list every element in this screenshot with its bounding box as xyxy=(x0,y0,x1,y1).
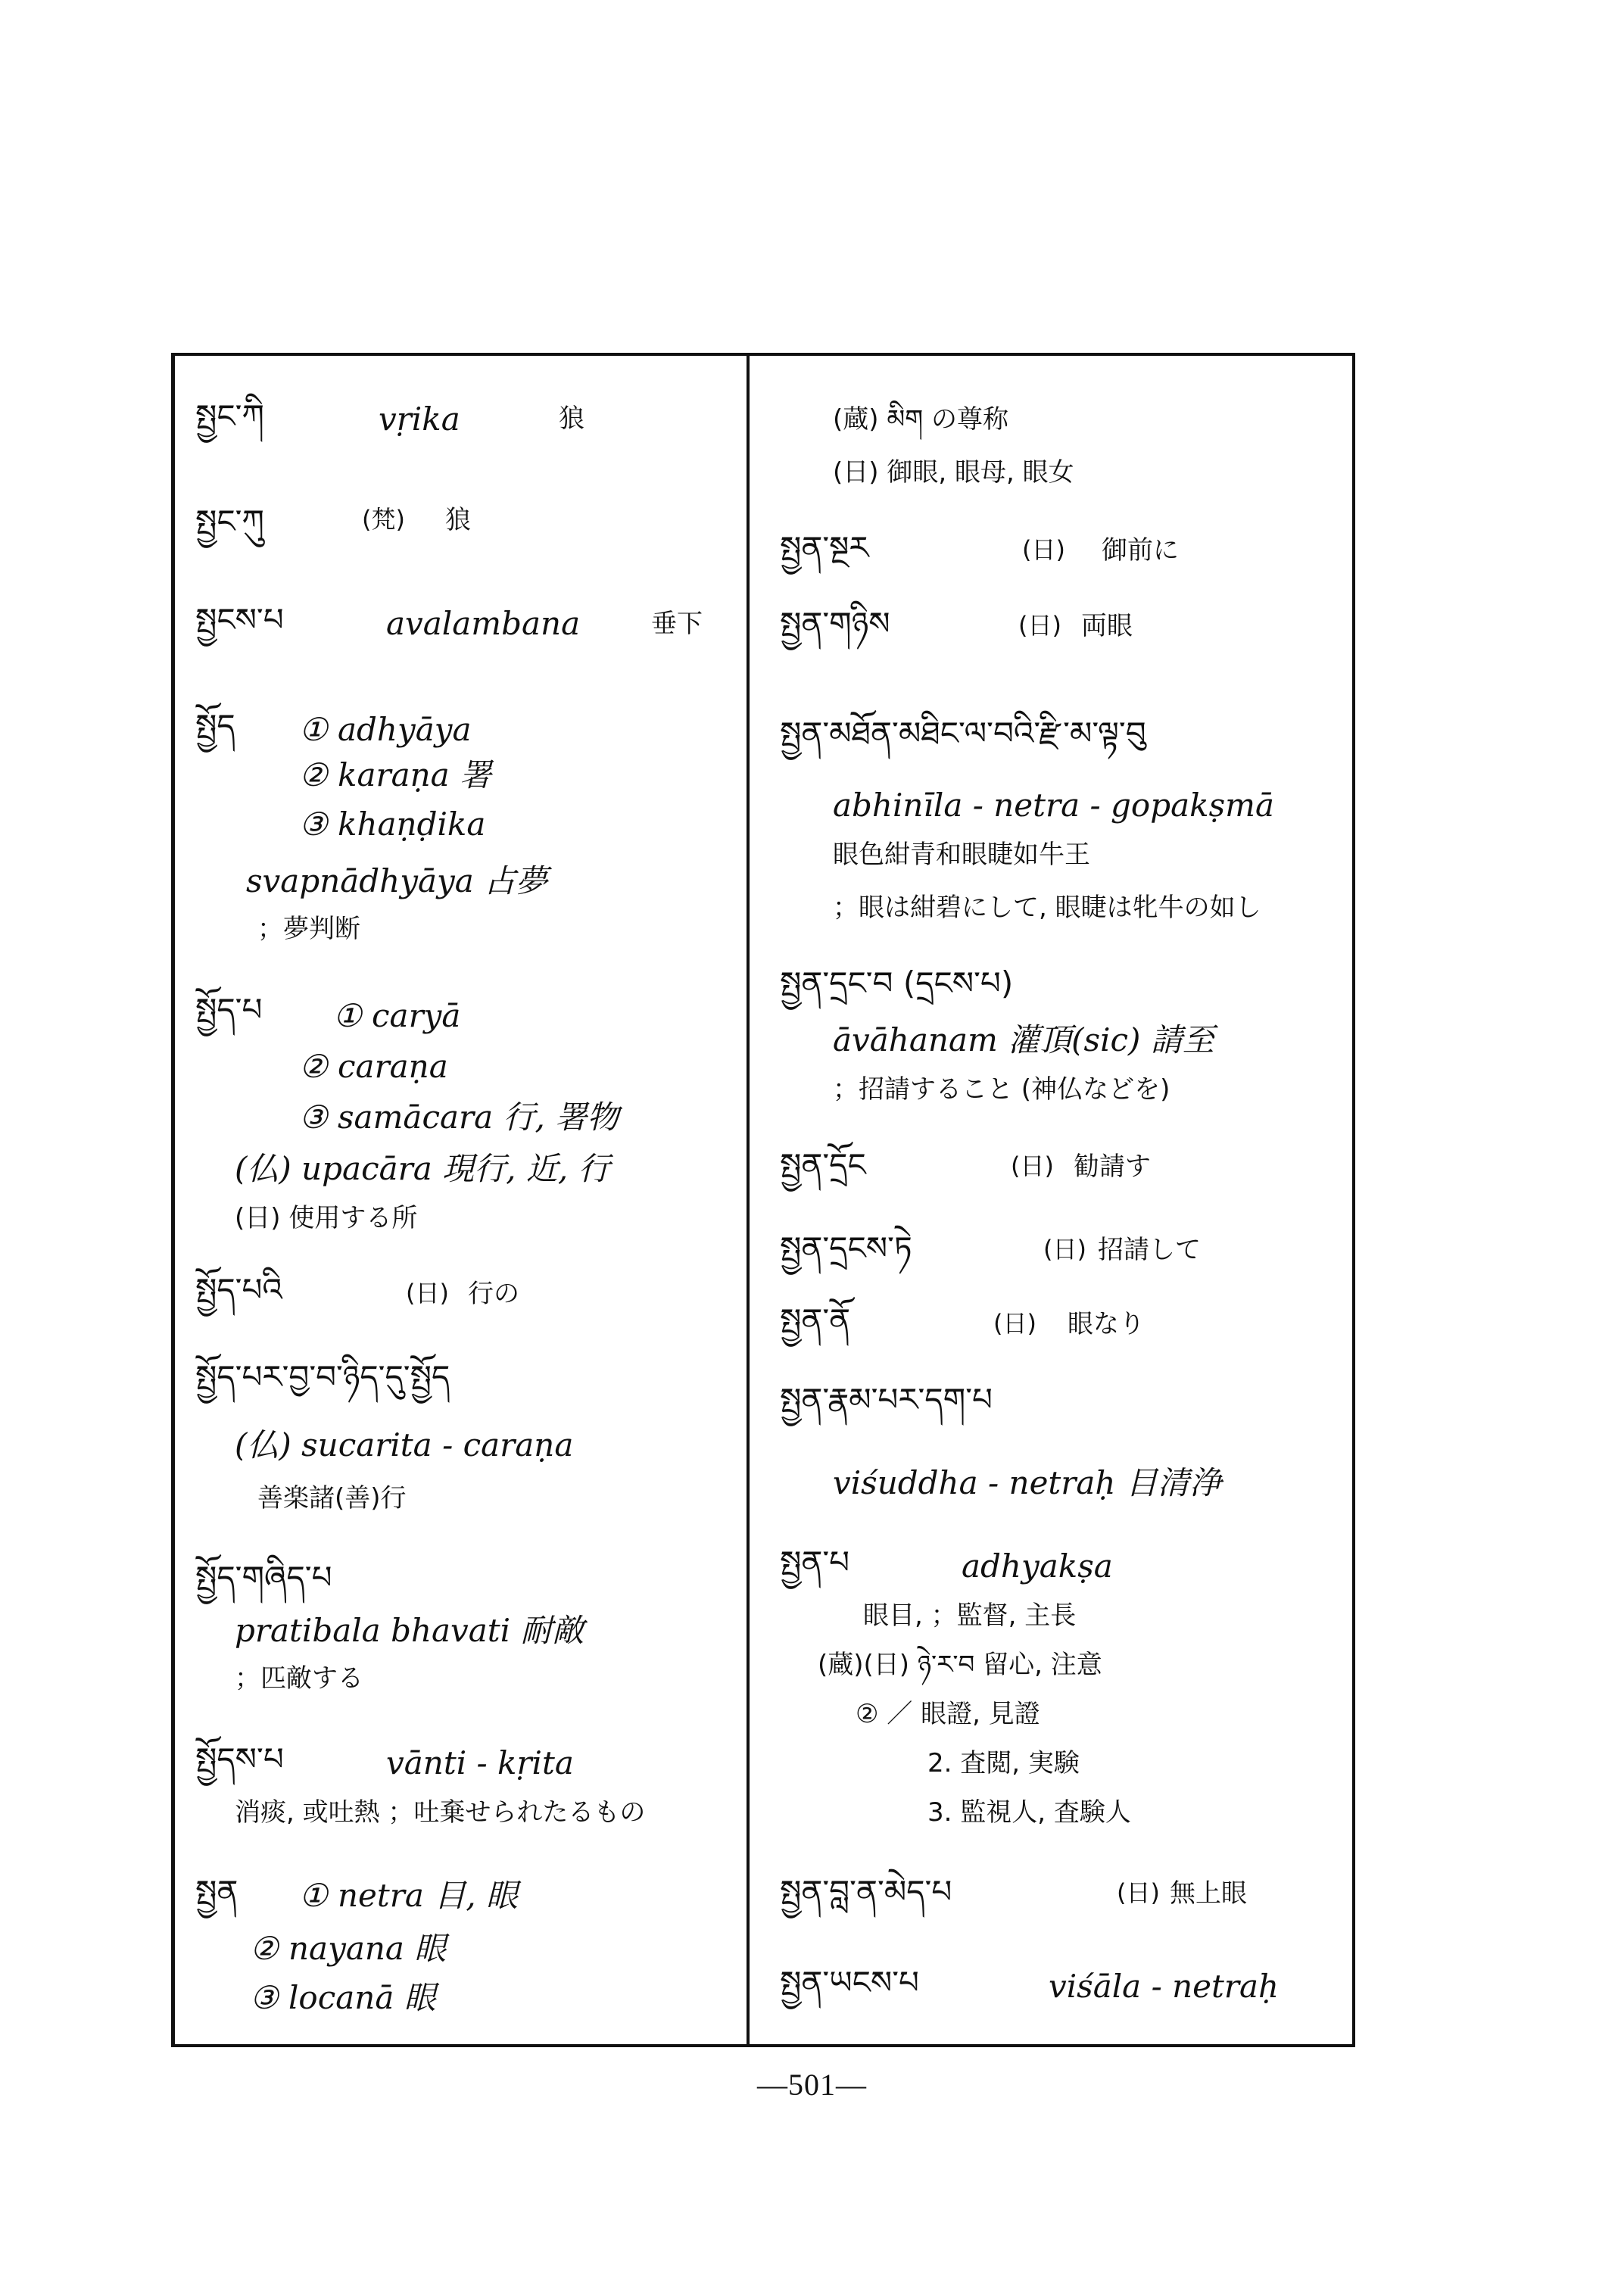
japanese-gloss: 無上眼 xyxy=(1170,1878,1247,1909)
japanese-gloss: 勧請す xyxy=(1074,1152,1151,1182)
sanskrit-gloss: vānti - kṛita xyxy=(386,1744,574,1781)
tibetan-headword: སྤྱོད་གཞིད་པ xyxy=(195,1559,332,1596)
definition-line: 善楽諸(善)行 xyxy=(257,1483,407,1513)
definition-line: ② karaṇa 署 xyxy=(299,756,492,793)
tibetan-headword: སྤྱན་ནོ xyxy=(780,1301,851,1339)
tibetan-headword: སྤྱན་ཡངས་པ xyxy=(780,1964,919,2001)
definition-line: 眼目, ；監督, 主長 xyxy=(863,1601,1077,1631)
tibetan-headword: སྤྱན་གཉིས xyxy=(780,605,890,642)
japanese-gloss: 行の xyxy=(468,1279,519,1309)
tibetan-headword: སྤྱན་དྲང་བ (དྲངས་པ) xyxy=(780,965,1014,1002)
page-frame xyxy=(171,353,1355,2047)
definition-line: svapnādhyāya 占夢 xyxy=(246,862,548,899)
definition-line: 眼色紺青和眼睫如牛王 xyxy=(833,840,1090,870)
tibetan-headword: སྤྱོད་པའི xyxy=(195,1271,282,1308)
definition-line: ② nayana 眼 xyxy=(250,1930,447,1967)
definition-line: ③ khaṇḍika xyxy=(299,806,486,843)
tibetan-headword: སྤྱང་ཀུ xyxy=(195,503,264,540)
definition-line: 消痰, 或吐熱 ；吐棄せられたるもの xyxy=(235,1797,646,1828)
tibetan-headword: སྤྱན་པ xyxy=(780,1544,850,1581)
sanskrit-gloss: vṛika xyxy=(379,401,460,438)
japanese-gloss: 垂下 xyxy=(651,609,703,639)
definition-line: ③ locanā 眼 xyxy=(250,1979,436,2016)
source-mark: (日) xyxy=(1043,1235,1086,1264)
definition-line: ① adhyāya xyxy=(299,711,472,748)
japanese-gloss: 狼 xyxy=(445,505,471,535)
column-divider xyxy=(747,353,750,2047)
definition-line: pratibala bhavati 耐敵 xyxy=(235,1612,584,1649)
tibetan-headword: སྤྱོདས་པ xyxy=(195,1741,284,1778)
definition-line: (仏) sucarita - caraṇa xyxy=(235,1426,574,1463)
japanese-gloss: 眼なり xyxy=(1068,1309,1145,1339)
definition-line: ；夢判断 xyxy=(257,914,360,944)
definition-line: (蔵)(日) ཉེ་ར་བ 留心, 注意 xyxy=(818,1650,1102,1680)
tibetan-headword: སྤྱན་དྲོང xyxy=(780,1146,866,1183)
tibetan-headword: སྤྱན་མཐོན་མཐིང་ལ་བའི་རྫི་མ་ལྟ་བུ xyxy=(780,715,1146,752)
tibetan-headword: སྤྱན་བླ་ན་མེད་པ xyxy=(780,1873,952,1910)
definition-line: ① netra 目, 眼 xyxy=(299,1877,518,1914)
definition-line: ；招請すること (神仏などを) xyxy=(833,1074,1170,1105)
tibetan-headword: སྤྱོད་པར་བྱ་བ་ཉིད་དུ་སྤྱོད xyxy=(195,1358,450,1395)
definition-line: ；眼は紺碧にして, 眼睫は牝牛の如し xyxy=(833,893,1261,923)
definition-line: ③ samācara 行, 署物 xyxy=(299,1099,619,1136)
tibetan-headword: སྤྱང་ཀི xyxy=(195,397,264,435)
definition-line: 2. 査閲, 実験 xyxy=(927,1748,1080,1778)
japanese-gloss: 招請して xyxy=(1098,1235,1201,1265)
definition-line: āvāhanam 灌頂(sic) 請至 xyxy=(833,1021,1214,1058)
definition-line: (日) 使用する所 xyxy=(235,1203,418,1233)
tibetan-headword: སྤྱོད་པ xyxy=(195,991,263,1028)
definition-line: (日) 御眼, 眼母, 眼女 xyxy=(833,457,1074,488)
source-mark: (日) xyxy=(993,1309,1036,1338)
tibetan-headword: སྤྱན་སྔར xyxy=(780,529,869,566)
definition-line: (仏) upacāra 現行, 近, 行 xyxy=(235,1150,610,1187)
source-mark: (梵) xyxy=(362,505,405,534)
sanskrit-gloss: avalambana xyxy=(386,605,581,642)
tibetan-headword: སྤྱན་རྣམ་པར་དག་པ xyxy=(780,1381,993,1418)
source-mark: (日) xyxy=(1018,611,1061,640)
definition-line: viśuddha - netraḥ 目清浄 xyxy=(833,1464,1221,1501)
japanese-gloss: 狼 xyxy=(559,404,584,434)
definition-line: (蔵) མིག の尊称 xyxy=(833,404,1008,435)
sanskrit-gloss: viśāla - netraḥ xyxy=(1049,1968,1280,2005)
japanese-gloss: 御前に xyxy=(1102,535,1179,566)
sanskrit-gloss: adhyakṣa xyxy=(962,1548,1113,1585)
source-mark: (日) xyxy=(1011,1152,1054,1180)
source-mark: (日) xyxy=(1022,535,1065,564)
tibetan-headword: སྤྱན་དྲངས་ཏེ xyxy=(780,1230,912,1267)
source-mark: (日) xyxy=(1117,1878,1160,1907)
definition-line: 3. 監視人, 査験人 xyxy=(927,1797,1131,1828)
definition-line: ② caraṇa xyxy=(299,1048,448,1085)
definition-line: ① caryā xyxy=(333,997,461,1034)
definition-line: ；匹敵する xyxy=(235,1663,363,1694)
definition-line: abhinīla - netra - gopakṣmā xyxy=(833,787,1275,824)
tibetan-headword: སྤྱོད xyxy=(195,707,235,744)
page-number: —501— xyxy=(757,2068,867,2102)
tibetan-headword: སྤྱན xyxy=(195,1873,238,1910)
definition-line: ② ／ 眼證, 見證 xyxy=(856,1699,1040,1729)
japanese-gloss: 両眼 xyxy=(1081,611,1133,641)
tibetan-headword: སྤྱངས་པ xyxy=(195,601,284,638)
source-mark: (日) xyxy=(406,1279,449,1308)
